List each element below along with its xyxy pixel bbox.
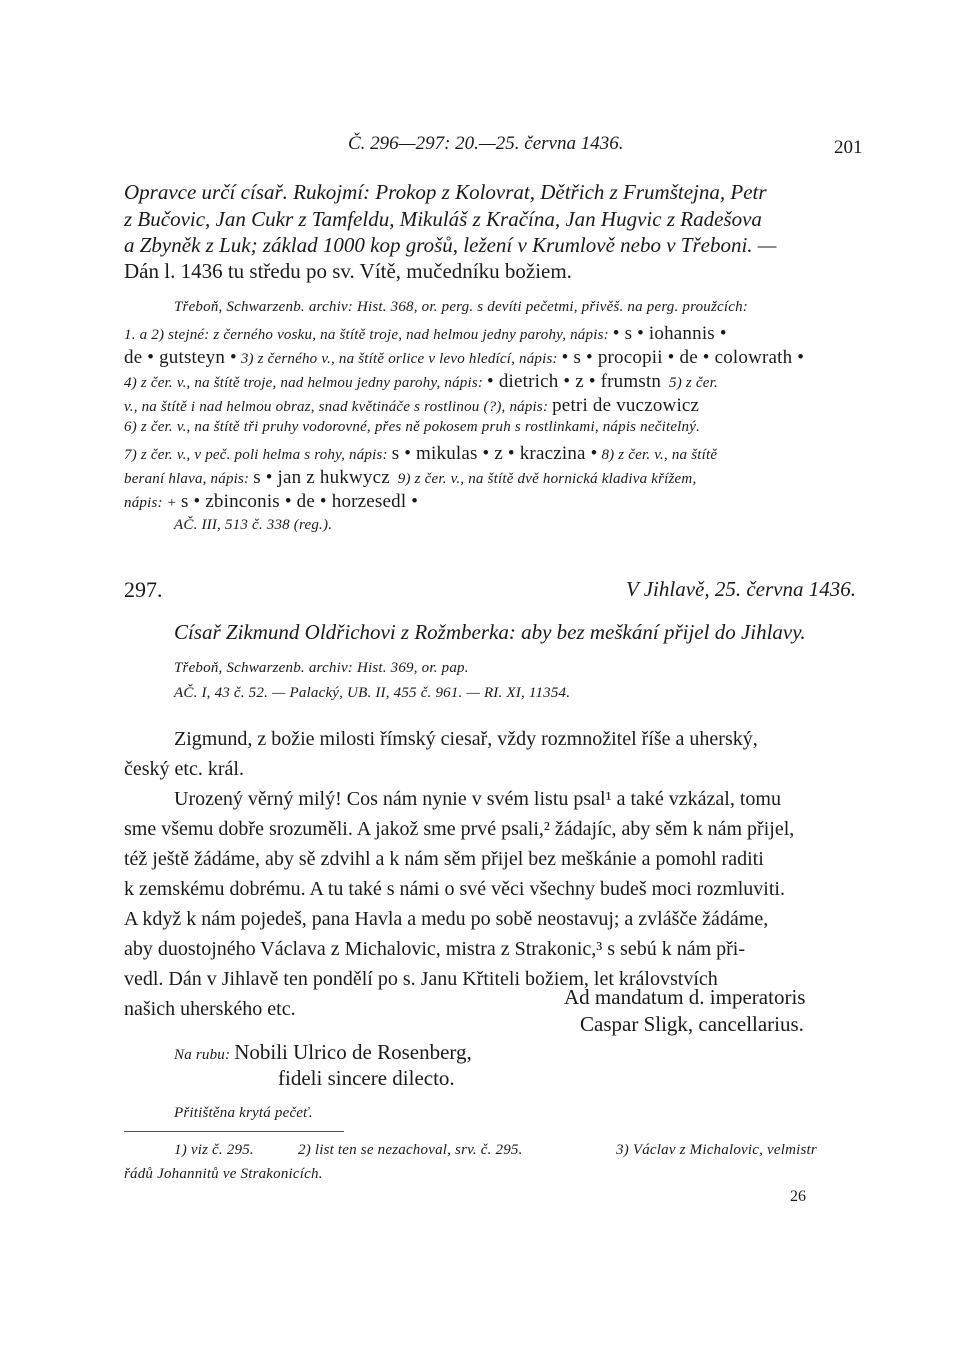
note-line-1: Třeboň, Schwarzenb. archiv: Hist. 368, or. perg. s devíti pečetmi, přivěš. na perg. proužcích:: [174, 299, 748, 315]
text-paragraph-2: Urozený věrný milý! Cos nám nynie v svém listu psal¹ a také vzkázal, tomu sme všemu dobře srozuměli. A jakož sme prvé psali,² žádajíc, aby sěm k nám přijel, též ještě žádáme, aby sě zdvihl a k nám sěm přijel bez meškánie a pomohl raditi k zemskému dobrému. A tu také s námi o své věci všechny budeš moci rozmluviti. A když k nám pojedeš, pana Havla a medu po sobě neostavuj; a zvlášče žádáme, aby duostojného Václava z Michalovic, mistra z Strakonic,³ s sebú k nám při- vedl. Dán v Jihlavě ten pondělí po s. Janu Křtiteli božiem, let královstvích našich uherského etc.: [124, 788, 795, 1020]
seal-legend-2: • s • procopii • de • colowrath •: [561, 347, 805, 368]
regest-line-1: Opravce určí císař. Rukojmí: Prokop z Kolovrat, Dětřich z Frumštejna, Petr: [124, 180, 767, 204]
archive-note: Třeboň, Schwarzenb. archiv: Hist. 369, or. pap.: [174, 660, 469, 676]
regest-line-2: z Bučovic, Jan Cukr z Tamfeldu, Mikuláš z Kračína, Jan Hugvic z Radešova: [124, 207, 762, 231]
regest-line-3: a Zbyněk z Luk; základ 1000 kop grošů, ležení v Krumlově nebo v Třeboni. —: [124, 233, 777, 257]
note-line-3: de • gutsteyn • 3) z černého v., na štítě orlice v levo hledící, nápis: • s • procopii • de • colowrath •: [124, 347, 805, 368]
note-line-5: v., na štítě i nad helmou obraz, snad květináče s rostlinou (?), nápis: petri de vuczowicz: [124, 395, 700, 416]
seal-legend-3: • dietrich • z • frumstn: [487, 371, 662, 392]
note-line-4: 4) z čer. v., na štítě troje, nad helmou jedny parohy, nápis: • dietrich • z • frumstn 5) z čer.: [124, 371, 718, 392]
document-number: 297.: [124, 577, 163, 602]
literature-note: AČ. I, 43 č. 52. — Palacký, UB. II, 455 č. 961. — RI. XI, 11354.: [174, 685, 571, 701]
footnote-rule: [124, 1131, 344, 1132]
seal-legend-7: s • zbinconis • de • horzesedl •: [180, 491, 419, 512]
note-line-8: beraní hlava, nápis: s • jan z hukwycz 9) z čer. v., na štítě dvě hornická kladiva křížem,: [124, 467, 697, 488]
note-line-2: 1. a 2) stejné: z černého vosku, na štítě troje, nad helmou jedny parohy, nápis: • s • iohannis •: [124, 323, 727, 344]
text-paragraph-1: Zigmund, z božie milosti římský ciesař, vždy rozmnožitel říše a uherský, český etc. král.: [124, 728, 758, 780]
page-number: 201: [834, 137, 863, 158]
note-line-9: nápis: + s • zbinconis • de • horzesedl •: [124, 491, 419, 512]
footnote-1: 1) viz č. 295.: [174, 1142, 254, 1158]
running-head: Č. 296—297: 20.—25. června 1436.: [348, 133, 624, 154]
regest: Císař Zikmund Oldřichovi z Rožmberka: aby bez meškání přijel do Jihlavy.: [174, 620, 806, 644]
dating-line: Dán l. 1436 tu středu po sv. Vítě, mučedníku božiem.: [124, 259, 572, 283]
seal-legend-4: petri de vuczowicz: [552, 395, 700, 416]
footnote-3-cont: řádů Johannitů ve Strakonicích.: [124, 1166, 323, 1182]
signature-mark: 26: [790, 1188, 806, 1205]
seal-legend-1b: de • gutsteyn •: [124, 347, 237, 368]
mandate-line-2: Caspar Sligk, cancellarius.: [580, 1012, 804, 1036]
address-line-1: Nobili Ulrico de Rosenberg,: [234, 1040, 472, 1064]
address-label: Na rubu:: [174, 1047, 231, 1063]
footnote-3: 3) Václav z Michalovic, velmistr: [616, 1142, 817, 1158]
seal-note: Přitištěna krytá pečeť.: [174, 1105, 313, 1121]
seal-legend-5: s • mikulas • z • kraczina •: [391, 443, 598, 464]
footnote-2: 2) list ten se nezachoval, srv. č. 295.: [298, 1142, 523, 1158]
address-block: [174, 1040, 472, 1065]
address-line-2: fideli sincere dilecto.: [278, 1066, 455, 1090]
seal-legend-6: s • jan z hukwycz: [253, 467, 390, 488]
mandate-line-1: Ad mandatum d. imperatoris: [564, 985, 806, 1009]
note-line-7: 7) z čer. v., v peč. poli helma s rohy, nápis: s • mikulas • z • kraczina • 8) z čer. v., na štítě: [124, 443, 718, 464]
seal-legend-1: • s • iohannis •: [612, 323, 727, 344]
place-date: V Jihlavě, 25. června 1436.: [626, 577, 856, 601]
note-line-6: 6) z čer. v., na štítě tři pruhy vodorovné, přes ně pokosem pruh s rostlinkami, nápis nečitelný.: [124, 419, 701, 435]
note-line-10: AČ. III, 513 č. 338 (reg.).: [174, 517, 333, 533]
